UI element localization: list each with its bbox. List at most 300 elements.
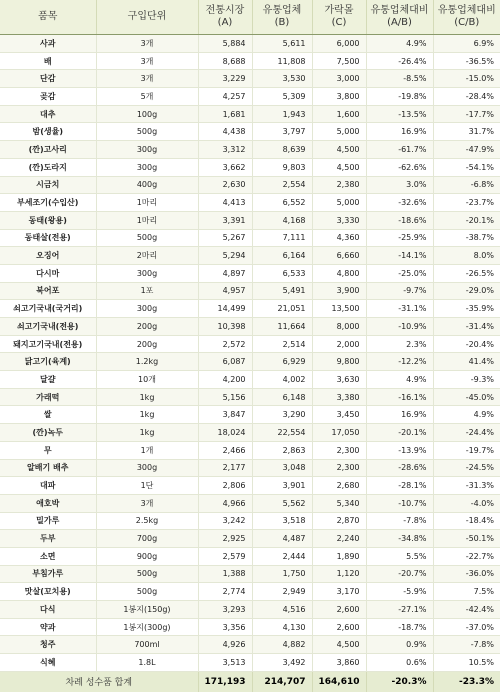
table-row bbox=[0, 88, 500, 106]
header-unit: 구입단위 bbox=[96, 0, 198, 35]
cell-garak-price: 4,500 bbox=[312, 141, 366, 159]
cell-ratio-cb: -54.1% bbox=[433, 158, 500, 176]
cell-traditional-price: 3,293 bbox=[198, 601, 252, 619]
cell-garak-price: 3,800 bbox=[312, 88, 366, 106]
cell-traditional-price: 4,966 bbox=[198, 494, 252, 512]
cell-item: 무 bbox=[0, 441, 96, 459]
cell-garak-price: 13,500 bbox=[312, 300, 366, 318]
cell-ratio-ab: 16.9% bbox=[366, 406, 433, 424]
cell-ratio-ab: -9.7% bbox=[366, 282, 433, 300]
cell-retail-price: 6,164 bbox=[252, 247, 312, 265]
cell-ratio-cb: -36.5% bbox=[433, 52, 500, 70]
table-row bbox=[0, 247, 500, 265]
table-row bbox=[0, 141, 500, 159]
cell-item: (깐)녹두 bbox=[0, 424, 96, 442]
cell-ratio-ab: -5.9% bbox=[366, 583, 433, 601]
cell-unit: 100g bbox=[96, 105, 198, 123]
table-row bbox=[0, 494, 500, 512]
cell-ratio-cb: -29.0% bbox=[433, 282, 500, 300]
cell-unit: 1kg bbox=[96, 388, 198, 406]
cell-traditional-price: 3,391 bbox=[198, 211, 252, 229]
cell-unit: 1봉지(150g) bbox=[96, 601, 198, 619]
cell-garak-price: 2,300 bbox=[312, 441, 366, 459]
cell-traditional-price: 2,806 bbox=[198, 477, 252, 495]
cell-retail-price: 5,309 bbox=[252, 88, 312, 106]
cell-ratio-cb: -42.4% bbox=[433, 601, 500, 619]
cell-garak-price: 4,360 bbox=[312, 229, 366, 247]
table-row bbox=[0, 512, 500, 530]
cell-traditional-price: 2,630 bbox=[198, 176, 252, 194]
header-retail: 유통업체 (B) bbox=[252, 0, 312, 35]
header-ratio-cb: 유통업체대비 (C/B) bbox=[433, 0, 500, 35]
table-row bbox=[0, 441, 500, 459]
cell-traditional-price: 5,884 bbox=[198, 35, 252, 53]
cell-garak-price: 8,000 bbox=[312, 318, 366, 336]
cell-traditional-price: 4,438 bbox=[198, 123, 252, 141]
cell-ratio-ab: 16.9% bbox=[366, 123, 433, 141]
cell-retail-price: 4,516 bbox=[252, 601, 312, 619]
cell-ratio-ab: -16.1% bbox=[366, 388, 433, 406]
cell-garak-price: 1,890 bbox=[312, 547, 366, 565]
cell-unit: 400g bbox=[96, 176, 198, 194]
cell-unit: 1봉지(300g) bbox=[96, 618, 198, 636]
cell-ratio-cb: -36.0% bbox=[433, 565, 500, 583]
cell-traditional-price: 8,688 bbox=[198, 52, 252, 70]
cell-garak-price: 5,000 bbox=[312, 123, 366, 141]
cell-retail-price: 4,487 bbox=[252, 530, 312, 548]
table-row bbox=[0, 194, 500, 212]
cell-ratio-cb: -28.4% bbox=[433, 88, 500, 106]
cell-traditional-price: 18,024 bbox=[198, 424, 252, 442]
header-garak-mall: 가락몰 (C) bbox=[312, 0, 366, 35]
cell-ratio-cb: -26.5% bbox=[433, 264, 500, 282]
cell-traditional-price: 14,499 bbox=[198, 300, 252, 318]
cell-traditional-price: 2,774 bbox=[198, 583, 252, 601]
cell-retail-price: 2,863 bbox=[252, 441, 312, 459]
cell-ratio-cb: -24.4% bbox=[433, 424, 500, 442]
cell-traditional-price: 3,847 bbox=[198, 406, 252, 424]
cell-garak-price: 17,050 bbox=[312, 424, 366, 442]
cell-garak-price: 3,000 bbox=[312, 70, 366, 88]
table-row bbox=[0, 35, 500, 53]
cell-item: 맛살(꼬치용) bbox=[0, 583, 96, 601]
cell-traditional-price: 6,087 bbox=[198, 353, 252, 371]
cell-ratio-ab: -19.8% bbox=[366, 88, 433, 106]
cell-ratio-cb: 31.7% bbox=[433, 123, 500, 141]
table-row bbox=[0, 123, 500, 141]
table-row bbox=[0, 264, 500, 282]
cell-unit: 3개 bbox=[96, 35, 198, 53]
cell-item: 대파 bbox=[0, 477, 96, 495]
total-a: 171,193 bbox=[198, 671, 252, 692]
total-c: 164,610 bbox=[312, 671, 366, 692]
cell-retail-price: 1,750 bbox=[252, 565, 312, 583]
cell-retail-price: 4,168 bbox=[252, 211, 312, 229]
table-row bbox=[0, 424, 500, 442]
header-item: 품목 bbox=[0, 0, 96, 35]
cell-retail-price: 3,290 bbox=[252, 406, 312, 424]
cell-ratio-ab: -10.7% bbox=[366, 494, 433, 512]
cell-item: 오징어 bbox=[0, 247, 96, 265]
table-row bbox=[0, 547, 500, 565]
cell-garak-price: 2,300 bbox=[312, 459, 366, 477]
header-traditional-market: 전통시장 (A) bbox=[198, 0, 252, 35]
cell-ratio-cb: 7.5% bbox=[433, 583, 500, 601]
cell-item: 밀가루 bbox=[0, 512, 96, 530]
cell-ratio-ab: -10.9% bbox=[366, 318, 433, 336]
cell-unit: 1.8L bbox=[96, 654, 198, 672]
cell-ratio-cb: -31.3% bbox=[433, 477, 500, 495]
cell-ratio-ab: -62.6% bbox=[366, 158, 433, 176]
table-row bbox=[0, 300, 500, 318]
header-ratio-ab: 유통업체대비 (A/B) bbox=[366, 0, 433, 35]
cell-retail-price: 3,530 bbox=[252, 70, 312, 88]
cell-item: 부세조기(수입산) bbox=[0, 194, 96, 212]
cell-ratio-cb: 41.4% bbox=[433, 353, 500, 371]
cell-traditional-price: 5,156 bbox=[198, 388, 252, 406]
cell-retail-price: 5,562 bbox=[252, 494, 312, 512]
cell-ratio-ab: -34.8% bbox=[366, 530, 433, 548]
cell-ratio-cb: -6.8% bbox=[433, 176, 500, 194]
cell-unit: 2마리 bbox=[96, 247, 198, 265]
cell-unit: 1단 bbox=[96, 477, 198, 495]
table-body bbox=[0, 35, 500, 672]
cell-ratio-ab: 5.5% bbox=[366, 547, 433, 565]
cell-ratio-cb: -37.0% bbox=[433, 618, 500, 636]
cell-ratio-cb: -9.3% bbox=[433, 371, 500, 389]
cell-retail-price: 4,130 bbox=[252, 618, 312, 636]
cell-retail-price: 6,533 bbox=[252, 264, 312, 282]
cell-retail-price: 6,148 bbox=[252, 388, 312, 406]
cell-garak-price: 3,380 bbox=[312, 388, 366, 406]
cell-unit: 3개 bbox=[96, 70, 198, 88]
cell-unit: 1포 bbox=[96, 282, 198, 300]
cell-garak-price: 2,680 bbox=[312, 477, 366, 495]
cell-ratio-ab: -25.9% bbox=[366, 229, 433, 247]
table-row bbox=[0, 601, 500, 619]
cell-retail-price: 4,882 bbox=[252, 636, 312, 654]
table-row bbox=[0, 229, 500, 247]
cell-item: 시금치 bbox=[0, 176, 96, 194]
cell-item: 단감 bbox=[0, 70, 96, 88]
cell-unit: 300g bbox=[96, 264, 198, 282]
cell-retail-price: 4,002 bbox=[252, 371, 312, 389]
cell-ratio-cb: -20.1% bbox=[433, 211, 500, 229]
cell-ratio-cb: -50.1% bbox=[433, 530, 500, 548]
cell-item: 배 bbox=[0, 52, 96, 70]
cell-ratio-ab: -32.6% bbox=[366, 194, 433, 212]
cell-ratio-ab: 2.3% bbox=[366, 335, 433, 353]
cell-garak-price: 5,340 bbox=[312, 494, 366, 512]
cell-garak-price: 3,170 bbox=[312, 583, 366, 601]
cell-ratio-cb: -35.9% bbox=[433, 300, 500, 318]
cell-ratio-ab: -25.0% bbox=[366, 264, 433, 282]
cell-garak-price: 2,240 bbox=[312, 530, 366, 548]
cell-garak-price: 1,600 bbox=[312, 105, 366, 123]
table-row bbox=[0, 636, 500, 654]
cell-unit: 1개 bbox=[96, 441, 198, 459]
cell-ratio-ab: -13.9% bbox=[366, 441, 433, 459]
cell-item: 북어포 bbox=[0, 282, 96, 300]
cell-garak-price: 6,000 bbox=[312, 35, 366, 53]
cell-ratio-cb: 4.9% bbox=[433, 406, 500, 424]
cell-garak-price: 3,450 bbox=[312, 406, 366, 424]
cell-item: 애호박 bbox=[0, 494, 96, 512]
cell-unit: 700ml bbox=[96, 636, 198, 654]
cell-garak-price: 2,870 bbox=[312, 512, 366, 530]
cell-retail-price: 3,901 bbox=[252, 477, 312, 495]
cell-ratio-ab: -28.1% bbox=[366, 477, 433, 495]
cell-ratio-ab: -13.5% bbox=[366, 105, 433, 123]
cell-ratio-cb: -18.4% bbox=[433, 512, 500, 530]
cell-retail-price: 7,111 bbox=[252, 229, 312, 247]
cell-ratio-ab: 0.9% bbox=[366, 636, 433, 654]
cell-item: 동태살(전용) bbox=[0, 229, 96, 247]
table-row bbox=[0, 371, 500, 389]
cell-retail-price: 6,929 bbox=[252, 353, 312, 371]
cell-garak-price: 4,500 bbox=[312, 636, 366, 654]
cell-ratio-ab: 0.6% bbox=[366, 654, 433, 672]
cell-ratio-cb: -45.0% bbox=[433, 388, 500, 406]
cell-unit: 300g bbox=[96, 141, 198, 159]
cell-retail-price: 9,803 bbox=[252, 158, 312, 176]
cell-item: (깐)도라지 bbox=[0, 158, 96, 176]
cell-unit: 1마리 bbox=[96, 211, 198, 229]
table-row bbox=[0, 618, 500, 636]
cell-garak-price: 2,380 bbox=[312, 176, 366, 194]
cell-ratio-cb: 8.0% bbox=[433, 247, 500, 265]
cell-item: 동태(왕용) bbox=[0, 211, 96, 229]
cell-retail-price: 21,051 bbox=[252, 300, 312, 318]
cell-item: 알배기 배추 bbox=[0, 459, 96, 477]
cell-traditional-price: 3,662 bbox=[198, 158, 252, 176]
table-row bbox=[0, 565, 500, 583]
cell-ratio-ab: 4.9% bbox=[366, 35, 433, 53]
cell-item: 밤(생율) bbox=[0, 123, 96, 141]
cell-unit: 1kg bbox=[96, 406, 198, 424]
cell-ratio-ab: -12.2% bbox=[366, 353, 433, 371]
cell-garak-price: 5,000 bbox=[312, 194, 366, 212]
cell-traditional-price: 4,200 bbox=[198, 371, 252, 389]
cell-garak-price: 3,860 bbox=[312, 654, 366, 672]
cell-traditional-price: 2,579 bbox=[198, 547, 252, 565]
cell-garak-price: 3,330 bbox=[312, 211, 366, 229]
cell-item: 다식 bbox=[0, 601, 96, 619]
cell-traditional-price: 3,356 bbox=[198, 618, 252, 636]
cell-unit: 300g bbox=[96, 158, 198, 176]
cell-traditional-price: 10,398 bbox=[198, 318, 252, 336]
table-row bbox=[0, 406, 500, 424]
cell-item: 쇠고기국내(국거리) bbox=[0, 300, 96, 318]
cell-traditional-price: 4,257 bbox=[198, 88, 252, 106]
cell-traditional-price: 2,925 bbox=[198, 530, 252, 548]
cell-traditional-price: 4,413 bbox=[198, 194, 252, 212]
cell-item: 달걀 bbox=[0, 371, 96, 389]
cell-ratio-ab: -28.6% bbox=[366, 459, 433, 477]
cell-item: 가래떡 bbox=[0, 388, 96, 406]
cell-unit: 300g bbox=[96, 300, 198, 318]
total-row bbox=[0, 671, 500, 692]
cell-ratio-ab: -26.4% bbox=[366, 52, 433, 70]
cell-traditional-price: 5,267 bbox=[198, 229, 252, 247]
cell-ratio-cb: 6.9% bbox=[433, 35, 500, 53]
cell-item: 다시마 bbox=[0, 264, 96, 282]
cell-ratio-ab: -18.7% bbox=[366, 618, 433, 636]
total-ratio-ab: -20.3% bbox=[366, 671, 433, 692]
cell-traditional-price: 3,242 bbox=[198, 512, 252, 530]
cell-traditional-price: 5,294 bbox=[198, 247, 252, 265]
cell-retail-price: 6,552 bbox=[252, 194, 312, 212]
cell-garak-price: 6,660 bbox=[312, 247, 366, 265]
cell-ratio-ab: 3.0% bbox=[366, 176, 433, 194]
table-row bbox=[0, 353, 500, 371]
cell-item: 곶감 bbox=[0, 88, 96, 106]
cell-retail-price: 3,518 bbox=[252, 512, 312, 530]
cell-traditional-price: 1,681 bbox=[198, 105, 252, 123]
cell-garak-price: 4,800 bbox=[312, 264, 366, 282]
cell-garak-price: 9,800 bbox=[312, 353, 366, 371]
cell-retail-price: 22,554 bbox=[252, 424, 312, 442]
cell-item: (깐)고사리 bbox=[0, 141, 96, 159]
cell-garak-price: 4,500 bbox=[312, 158, 366, 176]
cell-traditional-price: 4,957 bbox=[198, 282, 252, 300]
cell-retail-price: 3,797 bbox=[252, 123, 312, 141]
cell-item: 약과 bbox=[0, 618, 96, 636]
table-row bbox=[0, 530, 500, 548]
table-row bbox=[0, 282, 500, 300]
cell-retail-price: 1,943 bbox=[252, 105, 312, 123]
cell-retail-price: 2,949 bbox=[252, 583, 312, 601]
cell-retail-price: 5,611 bbox=[252, 35, 312, 53]
cell-ratio-cb: -24.5% bbox=[433, 459, 500, 477]
cell-ratio-ab: -61.7% bbox=[366, 141, 433, 159]
table-row bbox=[0, 70, 500, 88]
cell-item: 식혜 bbox=[0, 654, 96, 672]
cell-unit: 200g bbox=[96, 318, 198, 336]
table-row bbox=[0, 459, 500, 477]
cell-unit: 5개 bbox=[96, 88, 198, 106]
cell-item: 부침가루 bbox=[0, 565, 96, 583]
cell-garak-price: 7,500 bbox=[312, 52, 366, 70]
table-row bbox=[0, 477, 500, 495]
cell-ratio-ab: -7.8% bbox=[366, 512, 433, 530]
cell-retail-price: 11,664 bbox=[252, 318, 312, 336]
cell-garak-price: 2,600 bbox=[312, 618, 366, 636]
total-b: 214,707 bbox=[252, 671, 312, 692]
table-row bbox=[0, 318, 500, 336]
cell-ratio-cb: -19.7% bbox=[433, 441, 500, 459]
cell-retail-price: 8,639 bbox=[252, 141, 312, 159]
cell-retail-price: 3,048 bbox=[252, 459, 312, 477]
cell-garak-price: 2,000 bbox=[312, 335, 366, 353]
cell-unit: 500g bbox=[96, 565, 198, 583]
cell-retail-price: 11,808 bbox=[252, 52, 312, 70]
cell-ratio-ab: -8.5% bbox=[366, 70, 433, 88]
cell-retail-price: 5,491 bbox=[252, 282, 312, 300]
cell-ratio-cb: -23.7% bbox=[433, 194, 500, 212]
cell-traditional-price: 3,312 bbox=[198, 141, 252, 159]
cell-item: 돼지고기국내(전용) bbox=[0, 335, 96, 353]
table-row bbox=[0, 583, 500, 601]
cell-unit: 500g bbox=[96, 583, 198, 601]
cell-garak-price: 2,600 bbox=[312, 601, 366, 619]
cell-garak-price: 3,630 bbox=[312, 371, 366, 389]
cell-item: 쌀 bbox=[0, 406, 96, 424]
table-row bbox=[0, 176, 500, 194]
cell-item: 대추 bbox=[0, 105, 96, 123]
table-row bbox=[0, 211, 500, 229]
cell-traditional-price: 1,388 bbox=[198, 565, 252, 583]
cell-traditional-price: 2,466 bbox=[198, 441, 252, 459]
cell-ratio-cb: -38.7% bbox=[433, 229, 500, 247]
cell-retail-price: 2,514 bbox=[252, 335, 312, 353]
cell-unit: 700g bbox=[96, 530, 198, 548]
cell-retail-price: 2,444 bbox=[252, 547, 312, 565]
table-row bbox=[0, 335, 500, 353]
table-row bbox=[0, 52, 500, 70]
total-ratio-cb: -23.3% bbox=[433, 671, 500, 692]
cell-retail-price: 2,554 bbox=[252, 176, 312, 194]
cell-traditional-price: 4,926 bbox=[198, 636, 252, 654]
cell-ratio-cb: -4.0% bbox=[433, 494, 500, 512]
cell-unit: 3개 bbox=[96, 494, 198, 512]
cell-unit: 3개 bbox=[96, 52, 198, 70]
cell-item: 쇠고기국내(전용) bbox=[0, 318, 96, 336]
cell-unit: 2.5kg bbox=[96, 512, 198, 530]
cell-ratio-ab: -20.1% bbox=[366, 424, 433, 442]
cell-ratio-ab: -14.1% bbox=[366, 247, 433, 265]
cell-unit: 500g bbox=[96, 229, 198, 247]
cell-ratio-cb: 10.5% bbox=[433, 654, 500, 672]
cell-ratio-cb: -20.4% bbox=[433, 335, 500, 353]
cell-ratio-ab: -27.1% bbox=[366, 601, 433, 619]
cell-traditional-price: 4,897 bbox=[198, 264, 252, 282]
table-row bbox=[0, 388, 500, 406]
cell-ratio-ab: -31.1% bbox=[366, 300, 433, 318]
cell-traditional-price: 2,572 bbox=[198, 335, 252, 353]
cell-unit: 200g bbox=[96, 335, 198, 353]
cell-unit: 500g bbox=[96, 123, 198, 141]
cell-ratio-cb: -31.4% bbox=[433, 318, 500, 336]
cell-unit: 10개 bbox=[96, 371, 198, 389]
cell-item: 두부 bbox=[0, 530, 96, 548]
cell-item: 소면 bbox=[0, 547, 96, 565]
cell-traditional-price: 3,229 bbox=[198, 70, 252, 88]
cell-traditional-price: 3,513 bbox=[198, 654, 252, 672]
cell-ratio-cb: -47.9% bbox=[433, 141, 500, 159]
cell-item: 사과 bbox=[0, 35, 96, 53]
cell-ratio-ab: 4.9% bbox=[366, 371, 433, 389]
cell-ratio-cb: -17.7% bbox=[433, 105, 500, 123]
table-row bbox=[0, 105, 500, 123]
header-row bbox=[0, 0, 500, 35]
total-label: 차례 성수품 합계 bbox=[0, 671, 198, 692]
cell-garak-price: 1,120 bbox=[312, 565, 366, 583]
cell-unit: 1마리 bbox=[96, 194, 198, 212]
table-row bbox=[0, 158, 500, 176]
cell-ratio-cb: -22.7% bbox=[433, 547, 500, 565]
cell-ratio-ab: -18.6% bbox=[366, 211, 433, 229]
table-row bbox=[0, 654, 500, 672]
cell-garak-price: 3,900 bbox=[312, 282, 366, 300]
cell-unit: 1kg bbox=[96, 424, 198, 442]
cell-ratio-cb: -7.8% bbox=[433, 636, 500, 654]
cell-unit: 300g bbox=[96, 459, 198, 477]
cell-ratio-cb: -15.0% bbox=[433, 70, 500, 88]
cell-unit: 1.2kg bbox=[96, 353, 198, 371]
cell-unit: 900g bbox=[96, 547, 198, 565]
cell-traditional-price: 2,177 bbox=[198, 459, 252, 477]
